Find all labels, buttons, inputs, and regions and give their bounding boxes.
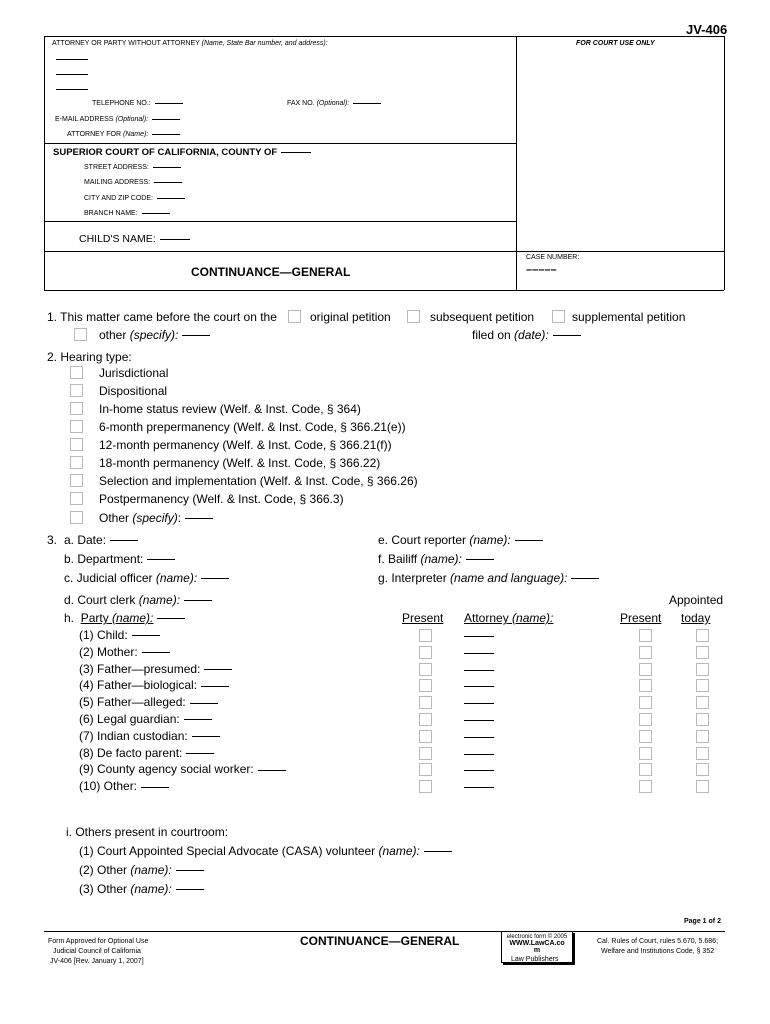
bailiff-field[interactable]: f. Bailiff (name): bbox=[378, 552, 494, 566]
party-row-label[interactable]: (6) Legal guardian: bbox=[79, 712, 212, 726]
form-revision: JV-406 [Rev. January 1, 2007] bbox=[50, 958, 144, 965]
hearing-type-checkbox[interactable] bbox=[70, 474, 83, 487]
attorney-present-checkbox[interactable] bbox=[639, 713, 652, 726]
casa-field[interactable]: (1) Court Appointed Special Advocate (CASA) volunteer (name): bbox=[79, 844, 452, 858]
attorney-present-checkbox[interactable] bbox=[639, 696, 652, 709]
hearing-other-checkbox[interactable] bbox=[70, 511, 83, 524]
street-address-field[interactable]: STREET ADDRESS: bbox=[84, 164, 181, 171]
hearing-type-label: 6-month prepermanency (Welf. & Inst. Code, § 366.21(e)) bbox=[99, 420, 406, 434]
attorney-present-checkbox[interactable] bbox=[639, 629, 652, 642]
hearing-type-checkbox[interactable] bbox=[70, 366, 83, 379]
col-present-header: Present bbox=[402, 611, 444, 625]
attorney-name-line[interactable] bbox=[464, 754, 494, 755]
attorney-name-line[interactable] bbox=[464, 720, 494, 721]
form-id: JV-406 bbox=[686, 22, 728, 37]
rules-line-1: Cal. Rules of Court, rules 5.670, 5.686; bbox=[597, 938, 719, 945]
other-petition-field[interactable]: other (specify): bbox=[99, 328, 210, 342]
hearing-type-checkbox[interactable] bbox=[70, 492, 83, 505]
judicial-council: Judicial Council of California bbox=[53, 948, 141, 955]
other-present-2-field[interactable]: (2) Other (name): bbox=[79, 863, 204, 877]
form-title: CONTINUANCE—GENERAL bbox=[191, 265, 351, 279]
party-present-checkbox[interactable] bbox=[419, 713, 432, 726]
attorney-name-line[interactable] bbox=[464, 703, 494, 704]
branch-name-field[interactable]: BRANCH NAME: bbox=[84, 210, 170, 217]
attorney-name-line[interactable] bbox=[464, 787, 494, 788]
attorney-present-checkbox[interactable] bbox=[639, 763, 652, 776]
attorney-name-line[interactable] bbox=[464, 636, 494, 637]
date-field[interactable]: a. Date: bbox=[64, 533, 138, 547]
party-present-checkbox[interactable] bbox=[419, 629, 432, 642]
attorney-name-line[interactable] bbox=[464, 653, 494, 654]
attorney-appointed-today-checkbox[interactable] bbox=[696, 663, 709, 676]
hearing-type-checkbox[interactable] bbox=[70, 402, 83, 415]
party-row-label[interactable]: (8) De facto parent: bbox=[79, 746, 214, 760]
attorney-name-line[interactable] bbox=[464, 737, 494, 738]
party-row-label[interactable]: (7) Indian custodian: bbox=[79, 729, 220, 743]
supplemental-petition-checkbox[interactable] bbox=[552, 310, 565, 323]
supplemental-petition-label: supplemental petition bbox=[572, 310, 686, 324]
col-today-header: today bbox=[681, 611, 711, 625]
telephone-field[interactable]: TELEPHONE NO.: bbox=[92, 100, 183, 107]
attorney-present-checkbox[interactable] bbox=[639, 646, 652, 659]
col-appointed-header: Appointed bbox=[669, 593, 724, 607]
hearing-type-checkbox[interactable] bbox=[70, 438, 83, 451]
attorney-appointed-today-checkbox[interactable] bbox=[696, 696, 709, 709]
attorney-present-checkbox[interactable] bbox=[639, 730, 652, 743]
email-field[interactable]: E-MAIL ADDRESS (Optional): bbox=[55, 116, 180, 123]
attorney-name-line[interactable] bbox=[464, 686, 494, 687]
attorney-appointed-today-checkbox[interactable] bbox=[696, 713, 709, 726]
page-number: Page 1 of 2 bbox=[684, 918, 721, 925]
lawca-stamp: electronic form © 2005 WWW.LawCA.co m bbox=[501, 931, 573, 963]
party-present-checkbox[interactable] bbox=[419, 696, 432, 709]
item3-num: 3. bbox=[47, 533, 58, 547]
attorney-appointed-today-checkbox[interactable] bbox=[696, 763, 709, 776]
hearing-type-label: Dispositional bbox=[99, 384, 168, 398]
attorney-address-line-3[interactable] bbox=[56, 89, 88, 90]
party-present-checkbox[interactable] bbox=[419, 747, 432, 760]
attorney-present-checkbox[interactable] bbox=[639, 747, 652, 760]
party-row-label[interactable]: (4) Father—biological: bbox=[79, 678, 229, 692]
subsequent-petition-checkbox[interactable] bbox=[407, 310, 420, 323]
hearing-type-checkbox[interactable] bbox=[70, 384, 83, 397]
court-use-label: FOR COURT USE ONLY bbox=[576, 40, 655, 47]
party-row-label[interactable]: (1) Child: bbox=[79, 628, 160, 642]
rules-line-2: Welfare and Institutions Code, § 352 bbox=[601, 948, 715, 955]
party-present-checkbox[interactable] bbox=[419, 646, 432, 659]
original-petition-label: original petition bbox=[310, 310, 391, 324]
attorney-present-checkbox[interactable] bbox=[639, 780, 652, 793]
hearing-type-label: In-home status review (Welf. & Inst. Code, § 364) bbox=[99, 402, 361, 416]
superior-court-field[interactable]: SUPERIOR COURT OF CALIFORNIA, COUNTY OF bbox=[53, 147, 311, 158]
case-number-label: CASE NUMBER: bbox=[526, 254, 580, 261]
party-present-checkbox[interactable] bbox=[419, 679, 432, 692]
item2-lead: 2. Hearing type: bbox=[47, 350, 132, 364]
col-attorney-header: Attorney (name): bbox=[464, 611, 554, 625]
attorney-appointed-today-checkbox[interactable] bbox=[696, 629, 709, 642]
item1-lead: 1. This matter came before the court on the bbox=[47, 310, 277, 324]
attorney-address-line-2[interactable] bbox=[56, 74, 88, 75]
attorney-present-checkbox[interactable] bbox=[639, 663, 652, 676]
party-header: h. Party (name): bbox=[64, 611, 185, 625]
attorney-for-field[interactable]: ATTORNEY FOR (Name): bbox=[67, 131, 180, 138]
subsequent-petition-label: subsequent petition bbox=[430, 310, 535, 324]
hearing-type-label: Selection and implementation (Welf. & Inst. Code, § 366.26) bbox=[99, 474, 418, 488]
attorney-appointed-today-checkbox[interactable] bbox=[696, 646, 709, 659]
filed-on-field[interactable]: filed on (date): bbox=[472, 328, 581, 342]
attorney-label: ATTORNEY OR PARTY WITHOUT ATTORNEY (Name, State Bar number, and address): bbox=[52, 40, 328, 47]
attorney-present-checkbox[interactable] bbox=[639, 679, 652, 692]
attorney-name-line[interactable] bbox=[464, 670, 494, 671]
other-present-3-field[interactable]: (3) Other (name): bbox=[79, 882, 204, 896]
other-petition-checkbox[interactable] bbox=[74, 328, 87, 341]
hearing-type-label: Jurisdictional bbox=[99, 366, 169, 380]
attorney-name-line[interactable] bbox=[464, 770, 494, 771]
lawca-publishers: Law Publishers bbox=[511, 956, 559, 963]
party-present-checkbox[interactable] bbox=[419, 663, 432, 676]
court-reporter-field[interactable]: e. Court reporter (name): bbox=[378, 533, 543, 547]
childs-name-field[interactable]: CHILD'S NAME: bbox=[79, 233, 190, 245]
party-row-label[interactable]: (5) Father—alleged: bbox=[79, 695, 218, 709]
footer-rule bbox=[44, 931, 725, 932]
others-present-label: i. Others present in courtroom: bbox=[66, 825, 229, 839]
party-present-checkbox[interactable] bbox=[419, 763, 432, 776]
party-present-checkbox[interactable] bbox=[419, 780, 432, 793]
party-present-checkbox[interactable] bbox=[419, 730, 432, 743]
footer-title: CONTINUANCE—GENERAL bbox=[300, 934, 460, 948]
party-row-label[interactable]: (2) Mother: bbox=[79, 645, 170, 659]
mailing-address-field[interactable]: MAILING ADDRESS: bbox=[84, 179, 182, 186]
hearing-type-checkbox[interactable] bbox=[70, 456, 83, 469]
hearing-type-label: 18-month permanency (Welf. & Inst. Code, § 366.22) bbox=[99, 456, 381, 470]
attorney-appointed-today-checkbox[interactable] bbox=[696, 730, 709, 743]
party-row-label[interactable]: (3) Father—presumed: bbox=[79, 662, 232, 676]
party-row-label[interactable]: (9) County agency social worker: bbox=[79, 762, 286, 776]
court-clerk-field[interactable]: d. Court clerk (name): bbox=[64, 593, 212, 607]
hearing-other-field[interactable]: Other (specify): bbox=[99, 511, 213, 525]
hearing-type-label: 12-month permanency (Welf. & Inst. Code, § 366.21(f)) bbox=[99, 438, 392, 452]
hearing-type-checkbox[interactable] bbox=[70, 420, 83, 433]
attorney-appointed-today-checkbox[interactable] bbox=[696, 747, 709, 760]
form-approved: Form Approved for Optional Use bbox=[48, 938, 149, 945]
hearing-type-label: Postpermanency (Welf. & Inst. Code, § 366.3) bbox=[99, 492, 344, 506]
fax-field[interactable]: FAX NO. (Optional): bbox=[287, 100, 381, 107]
interpreter-field[interactable]: g. Interpreter (name and language): bbox=[378, 571, 599, 585]
judicial-officer-field[interactable]: c. Judicial officer (name): bbox=[64, 571, 229, 585]
department-field[interactable]: b. Department: bbox=[64, 552, 175, 566]
city-zip-field[interactable]: CITY AND ZIP CODE: bbox=[84, 195, 185, 202]
col-present2-header: Present bbox=[620, 611, 662, 625]
attorney-appointed-today-checkbox[interactable] bbox=[696, 780, 709, 793]
party-row-label[interactable]: (10) Other: bbox=[79, 779, 169, 793]
original-petition-checkbox[interactable] bbox=[288, 310, 301, 323]
case-number-value[interactable]: ––––– bbox=[526, 264, 557, 276]
attorney-address-line-1[interactable] bbox=[56, 59, 88, 60]
attorney-appointed-today-checkbox[interactable] bbox=[696, 679, 709, 692]
